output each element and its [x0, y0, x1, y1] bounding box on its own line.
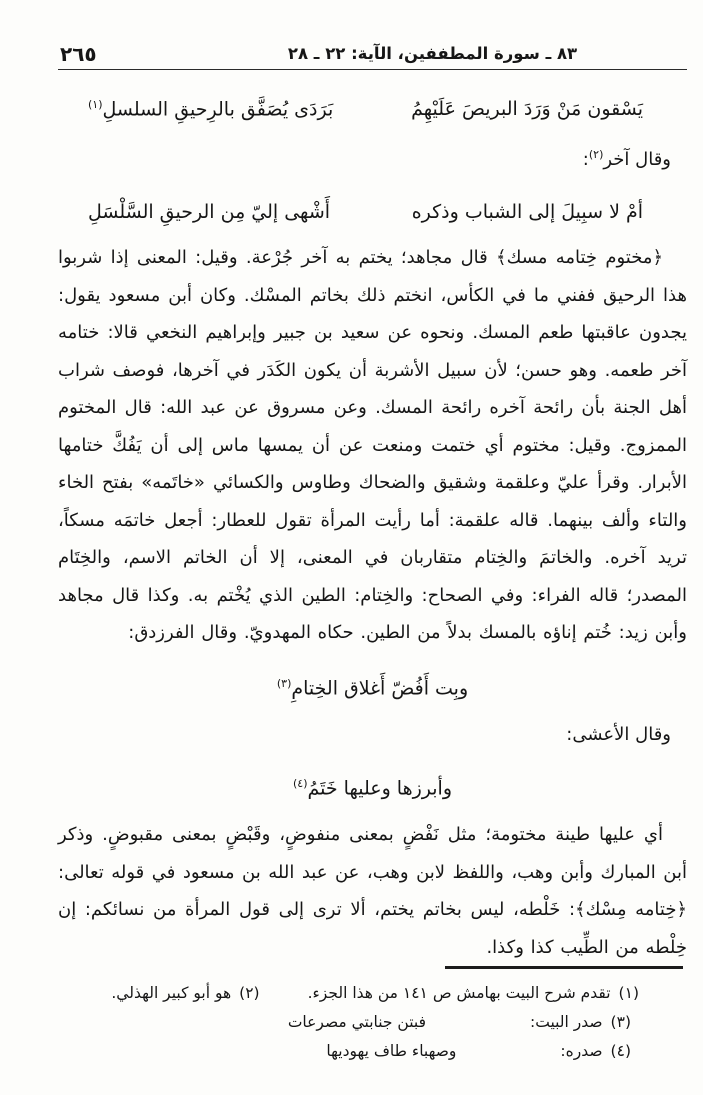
hemistich-sadr: يَسْقون مَنْ وَرَدَ البريصَ عَلَيْهِمُ	[411, 98, 643, 121]
poetry-couplet-1	[58, 88, 687, 126]
page-body	[58, 70, 687, 966]
footnote-text: هو أبو كبير الهذلي.	[111, 984, 232, 1003]
footnote-number: (٣)	[610, 1013, 631, 1032]
footnote-item-2	[111, 979, 259, 1008]
poetry-couplet-2	[58, 195, 687, 229]
running-head: ٨٣ ـ سورة المطففين، الآية: ٢٢ ـ ٢٨	[287, 44, 578, 63]
footnote-number: (١)	[618, 984, 639, 1003]
hemistich-ajz: أَشْهى إليّ مِن الرحيقِ السَّلْسَلِ	[88, 201, 331, 224]
poet-intro-colon: :	[582, 149, 589, 171]
footnote-verse: وصهباء طاف يهوديها	[326, 1042, 457, 1061]
footnote-rule	[445, 966, 683, 969]
hemistich-sadr: أمْ لا سبِيلَ إلى الشباب وذكره	[411, 201, 643, 224]
footnote-marker-4: (٤)	[292, 777, 308, 791]
footnote-label: صدره:	[560, 1042, 603, 1061]
asha-verse	[58, 766, 687, 806]
footnotes-section	[58, 966, 687, 1066]
footnote-item-1	[308, 979, 639, 1008]
hemistich-ajz-text: بَرَدَى يُصَفَّق بالرِحيقِ السلسلِ	[102, 98, 334, 121]
footnote-number: (٤)	[610, 1042, 631, 1061]
footnote-row-3	[58, 1037, 687, 1066]
footnote-label: صدر البيت:	[530, 1013, 603, 1032]
page-header	[58, 42, 687, 66]
footnote-row-2	[58, 1008, 687, 1037]
footnote-number: (٢)	[239, 984, 260, 1003]
asha-verse-text: وأبرزها وعليها خَتَمُ	[307, 777, 452, 800]
page-number: ٢٦٥	[60, 42, 97, 66]
footnote-row-1	[58, 979, 687, 1008]
footnote-text: تقدم شرح البيت بهامش ص ١٤١ من هذا الجزء.	[307, 984, 611, 1003]
poet-intro-other	[58, 138, 687, 177]
body-paragraph-1: ﴿مختوم خِتامه مسك﴾ قال مجاهد؛ يختم به آخر جُرْعة. وقيل: المعنى إذا شربوا هذا الرحيق ففني ما في الكأس، انختم ذلك بخاتم المسْك. وكان أبن مسعود يقول: يجدون عاقبتها طعم المسك. ونحوه عن سعيد بن جبير وإبراهيم النخعي قالا: ختامه آخر طعمه. وهو حسن؛ لأن سبيل الأشربة أن يكون الكَدَر في آخرها، فوصف شراب أهل الجنة بأن رائحة آخره رائحة المسك. وعن مسروق عن عبد الله: قال المختوم الممزوج. وقيل: مختوم أي ختمت ومنعت عن أن يمسها ماس إلى أن يَفُكَّ ختامها الأبرار. وقرأ عليّ وعلقمة وشقيق والضحاك وطاوس والكسائي «خاتَمه» بفتح الخاء والتاء وألف بينهما. قاله علقمة: أما رأيت المرأة تقول للعطار: أجعل خاتمَه مسكاً، تريد آخره. والخاتمَ والخِتام متقاربان في المعنى، إلا أن الخاتم الاسم، والخِتَام المصدر؛ قاله الفراء: وفي الصحاح: والخِتام: الطين الذي يُخْتم به. وكذا قال مجاهد وأبن زيد: خُتم إناؤه بالمسك بدلاً من الطين. حكاه المهدويّ. وقال الفرزدق:	[58, 247, 687, 644]
hemistich-ajz	[88, 88, 333, 126]
farazdaq-verse-text: وبِت أَفُضّ أَغلاق الخِتامِ	[291, 677, 469, 700]
farazdaq-verse	[58, 666, 687, 706]
body-paragraph-2: أي عليها طينة مختومة؛ مثل نَفْضٍ بمعنى منفوضٍ، وقَبْضٍ بمعنى مقبوضٍ. وذكر أبن المبارك وأبن وهب، واللفظ لابن وهب، عن عبد الله بن مسعود في قوله تعالى: ﴿خِتامه مِسْك﴾: خَلْطه، ليس بخاتم يختم، ألا ترى إلى قول المرأة من نسائكم: إن خِلْطه من الطِّيب كذا وكذا.	[58, 824, 687, 958]
footnote-marker-1: (١)	[88, 98, 103, 111]
footnote-marker-2: (٢)	[588, 148, 604, 162]
poet-intro-asha: وقال الأعشى:	[566, 724, 671, 746]
footnote-item-4	[560, 1037, 631, 1066]
footnote-item-3	[530, 1008, 631, 1037]
poet-intro-text: وقال آخر	[603, 149, 671, 171]
footnote-verse: فبتن جنابتي مصرعات	[287, 1013, 426, 1032]
footnote-marker-3: (٣)	[276, 676, 292, 690]
